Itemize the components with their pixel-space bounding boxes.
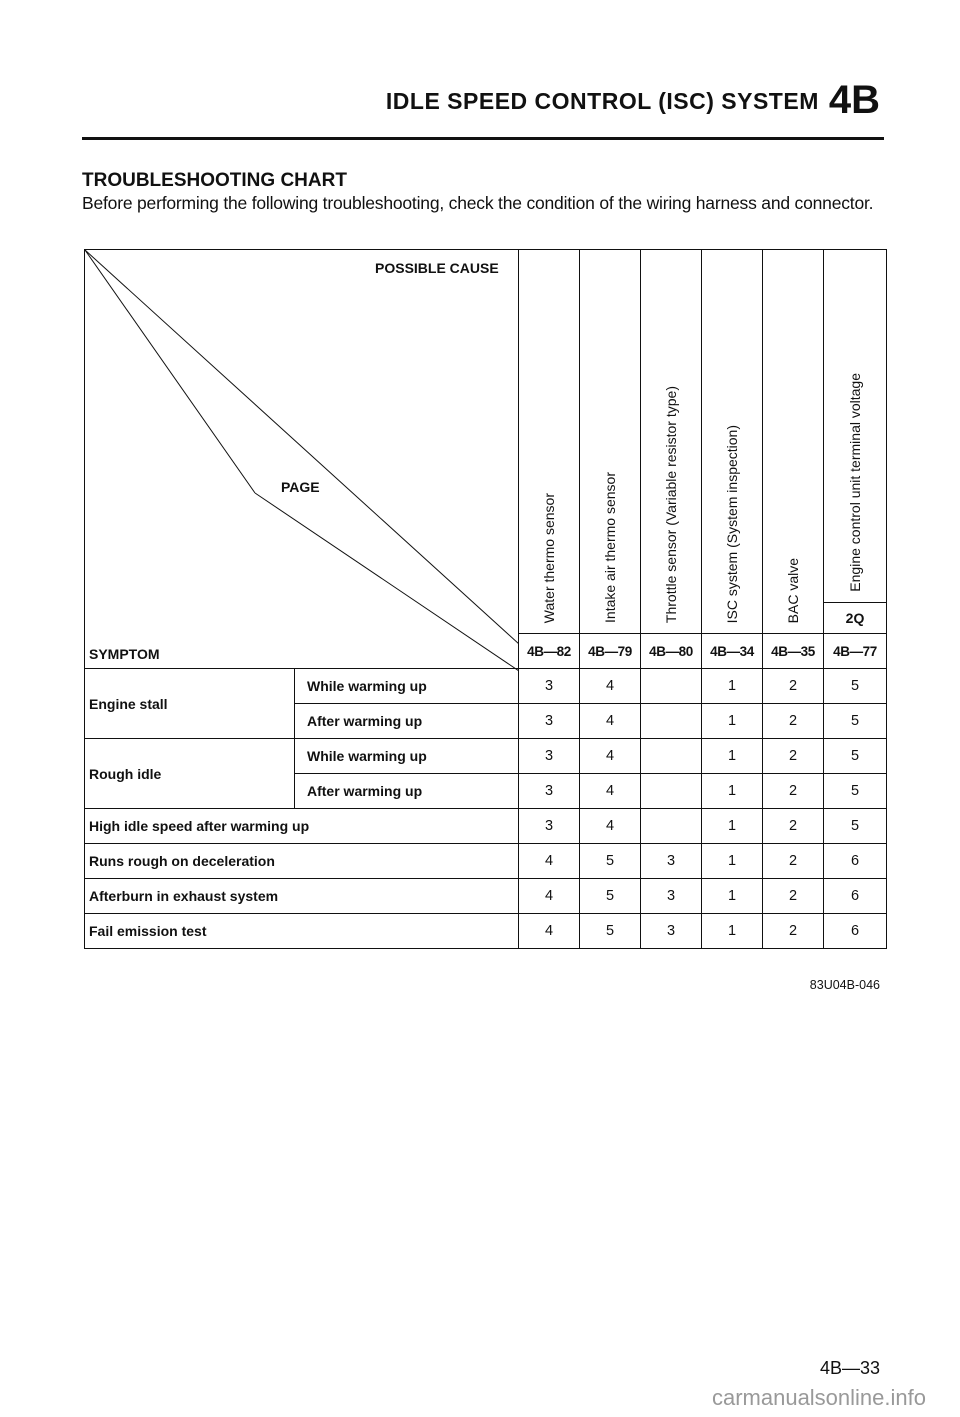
cause-header-water-thermo-sensor: Water thermo sensor: [519, 250, 580, 634]
cell-value: 3: [641, 844, 702, 879]
cell-value: 3: [641, 914, 702, 949]
cell-value: 5: [824, 774, 887, 809]
condition-label: While warming up: [295, 739, 519, 774]
page-number: 4B—33: [819, 1358, 880, 1378]
cell-value: 1: [702, 809, 763, 844]
cell-value: 6: [824, 844, 887, 879]
cell-value: [641, 704, 702, 739]
symptom-rough-idle: Rough idle: [85, 739, 295, 809]
cell-value: 1: [702, 774, 763, 809]
cell-value: 3: [519, 669, 580, 704]
page-ref-bac-valve: 4B—35: [763, 634, 824, 669]
cell-value: 2: [763, 669, 824, 704]
watermark-link[interactable]: carmanualsonline.info: [711, 1385, 926, 1410]
symptom-runs-rough-deceleration: Runs rough on deceleration: [85, 844, 519, 879]
chart-title: TROUBLESHOOTING CHART: [82, 170, 347, 191]
cell-value: [641, 774, 702, 809]
cell-value: 5: [580, 914, 641, 949]
page-ref-intake-air-thermo-sensor: 4B—79: [580, 634, 641, 669]
page-header: [386, 78, 880, 123]
symptom-afterburn-exhaust: Afterburn in exhaust system: [85, 879, 519, 914]
cell-value: 2: [763, 914, 824, 949]
cell-value: 2: [763, 809, 824, 844]
cell-value: 3: [519, 809, 580, 844]
cell-value: 1: [702, 739, 763, 774]
cell-value: 3: [519, 739, 580, 774]
cell-value: 1: [702, 704, 763, 739]
page-ref-ecu-terminal-voltage: 4B—77: [824, 634, 887, 669]
table-row: [85, 739, 887, 774]
cell-value: 2: [763, 879, 824, 914]
page-ref-isc-system: 4B—34: [702, 634, 763, 669]
cell-value: 4: [519, 844, 580, 879]
cell-value: 1: [702, 669, 763, 704]
condition-label: After warming up: [295, 704, 519, 739]
cell-value: 4: [519, 914, 580, 949]
possible-cause-label: POSSIBLE CAUSE: [375, 260, 499, 276]
intro-text: Before performing the following troubleshooting, check the condition of the wiring harness and connector.: [82, 193, 874, 213]
cell-value: 1: [702, 879, 763, 914]
cell-value: 3: [519, 774, 580, 809]
cell-value: 5: [824, 704, 887, 739]
cell-value: 5: [824, 669, 887, 704]
ecu-subheader-2q: 2Q: [824, 603, 887, 634]
cell-value: 3: [519, 704, 580, 739]
cell-value: 4: [519, 879, 580, 914]
table-row: [85, 844, 887, 879]
figure-reference: 83U04B-046: [809, 978, 880, 992]
cell-value: 5: [824, 809, 887, 844]
header-title: IDLE SPEED CONTROL (ISC) SYSTEM: [385, 88, 819, 114]
cause-header-isc-system: ISC system (System inspection): [702, 250, 763, 634]
cell-value: 5: [580, 879, 641, 914]
troubleshooting-table: [84, 249, 887, 949]
table-row: [85, 879, 887, 914]
condition-label: After warming up: [295, 774, 519, 809]
symptom-fail-emission-test: Fail emission test: [85, 914, 519, 949]
cell-value: 2: [763, 704, 824, 739]
cell-value: 2: [763, 739, 824, 774]
table-row: [85, 669, 887, 704]
cell-value: 4: [580, 809, 641, 844]
cell-value: [641, 669, 702, 704]
cell-value: 5: [824, 739, 887, 774]
cell-value: 6: [824, 879, 887, 914]
condition-label: While warming up: [295, 669, 519, 704]
table-corner-cell: [85, 250, 519, 669]
cause-header-throttle-sensor: Throttle sensor (Variable resistor type): [641, 250, 702, 634]
cell-value: 4: [580, 669, 641, 704]
cell-value: 6: [824, 914, 887, 949]
cell-value: 2: [763, 774, 824, 809]
cell-value: [641, 809, 702, 844]
cell-value: 1: [702, 914, 763, 949]
cell-value: 3: [641, 879, 702, 914]
cause-header-intake-air-thermo-sensor: Intake air thermo sensor: [580, 250, 641, 634]
cell-value: 1: [702, 844, 763, 879]
cell-value: 4: [580, 774, 641, 809]
cause-header-ecu-terminal-voltage: Engine control unit terminal voltage: [824, 250, 887, 603]
troubleshooting-table-wrapper: [84, 249, 886, 943]
table-row: [85, 914, 887, 949]
symptom-engine-stall: Engine stall: [85, 669, 295, 739]
page-ref-water-thermo-sensor: 4B—82: [519, 634, 580, 669]
cell-value: 4: [580, 739, 641, 774]
page-ref-throttle-sensor: 4B—80: [641, 634, 702, 669]
header-rule: [82, 137, 884, 140]
table-row: [85, 809, 887, 844]
cell-value: 5: [580, 844, 641, 879]
cause-header-bac-valve: BAC valve: [763, 250, 824, 634]
page-label: PAGE: [281, 479, 320, 495]
symptom-label: SYMPTOM: [89, 646, 160, 662]
section-number: 4B: [828, 78, 880, 122]
symptom-high-idle-speed: High idle speed after warming up: [85, 809, 519, 844]
cell-value: 2: [763, 844, 824, 879]
cell-value: [641, 739, 702, 774]
cell-value: 4: [580, 704, 641, 739]
corner-diagonals: [85, 250, 519, 671]
